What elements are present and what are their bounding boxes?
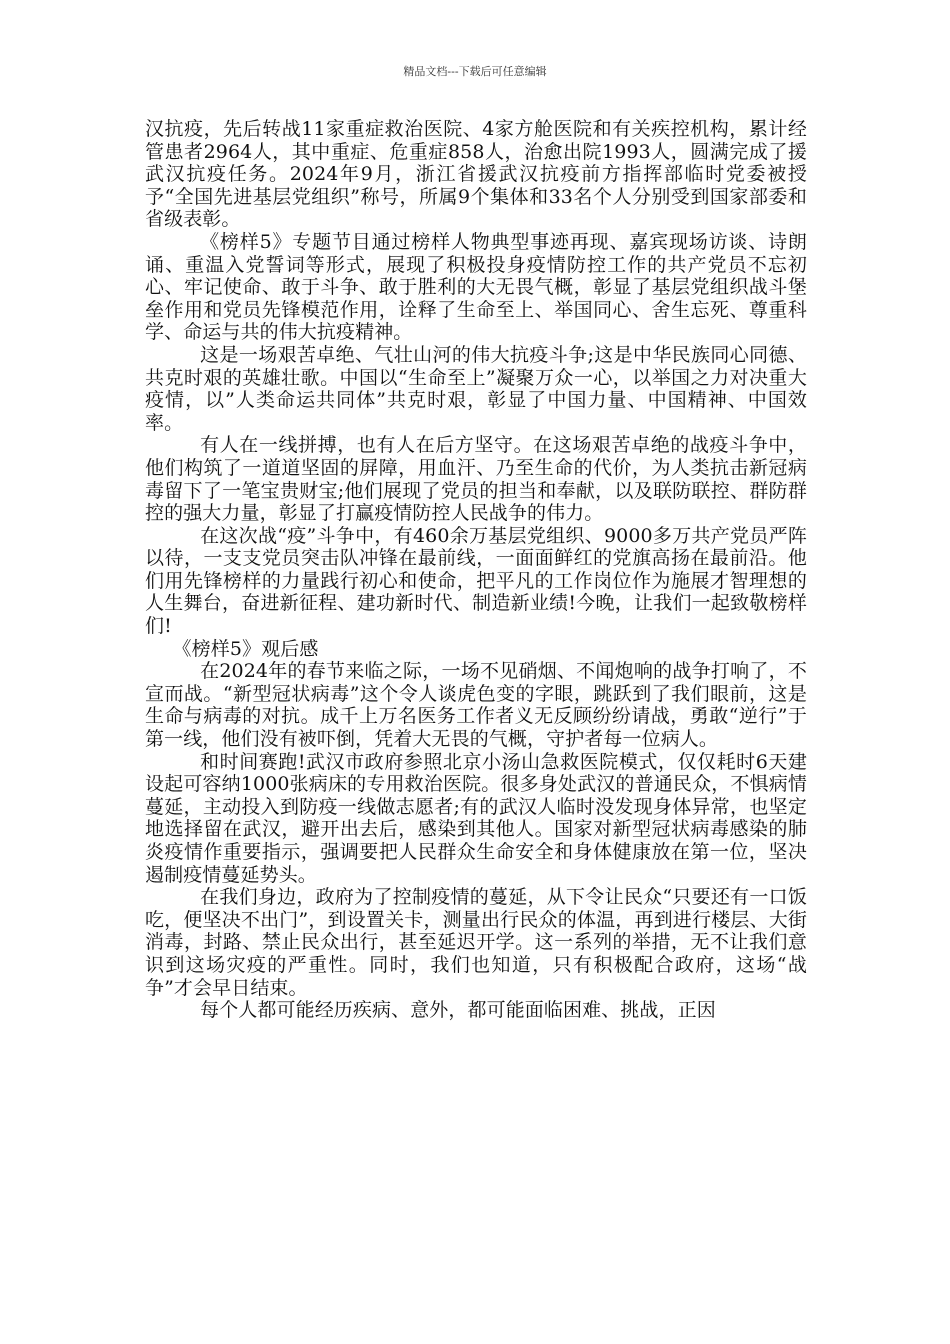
paragraph-6: 在2024年的春节来临之际，一场不见硝烟、不闻炮响的战争打响了，不宣而战。“新型冠状病毒”这个令人谈虎色变的字眼，跳跃到了我们眼前，这是生命与病毒的对抗。成千上万名医务工作者义无反顾纷纷请战，勇敢“逆行”于第一线，他们没有被吓倒，凭着大无畏的气概，守护者每一位病人。 bbox=[145, 660, 807, 751]
paragraph-9: 每个人都可能经历疾病、意外，都可能面临困难、挑战，正因 bbox=[200, 999, 716, 1022]
paragraph-4: 有人在一线拼搏，也有人在后方坚守。在这场艰苦卓绝的战疫斗争中，他们构筑了一道道坚固的屏障，用血汗、乃至生命的代价，为人类抗击新冠病毒留下了一笔宝贵财宝;他们展现了党员的担当和奉献，以及联防联控、群防群控的强大力量，彰显了打赢疫情防控人民战争的伟力。 bbox=[145, 434, 807, 525]
paragraph-1: 汉抗疫，先后转战11家重症救治医院、4家方舱医院和有关疾控机构，累计经管患者2964人，其中重症、危重症858人，治愈出院1993人，圆满完成了援武汉抗疫任务。2024年9月，浙江省援武汉抗疫前方指挥部临时党委被授予“全国先进基层党组织”称号，所属9个集体和33名个人分别受到国家部委和省级表彰。 bbox=[145, 118, 807, 231]
paragraph-7: 和时间赛跑!武汉市政府参照北京小汤山急救医院模式，仅仅耗时6天建设起可容纳1000张病床的专用救治医院。很多身处武汉的普通民众，不惧病情蔓延，主动投入到防疫一线做志愿者;有的武汉人临时没发现身体异常，也坚定地选择留在武汉，避开出去后，感染到其他人。国家对新型冠状病毒感染的肺炎疫情作重要指示，强调要把人民群众生命安全和身体健康放在第一位，坚决遏制疫情蔓延势头。 bbox=[145, 750, 807, 886]
paragraph-3: 这是一场艰苦卓绝、气壮山河的伟大抗疫斗争;这是中华民族同心同德、共克时艰的英雄壮歌。中国以“生命至上”凝聚万众一心，以举国之力对决重大疫情，以”人类命运共同体”共克时艰，彰显了中国力量、中国精神、中国效率。 bbox=[145, 343, 807, 434]
paragraph-5: 在这次战“疫”斗争中，有460余万基层党组织、9000多万共产党员严阵以待，一支支党员突击队冲锋在最前线，一面面鲜红的党旗高扬在最前沿。他们用先锋榜样的力量践行初心和使命，把平凡的工作岗位作为施展才智理想的人生舞台，奋进新征程、建功新时代、制造新业绩!今晚，让我们一起致敬榜样们! bbox=[145, 524, 807, 638]
paragraph-8: 在我们身边，政府为了控制疫情的蔓延，从下令让民众“只要还有一口饭吃，便坚决不出门”，到设置关卡，测量出行民众的体温，再到进行楼层、大街消毒，封路、禁止民众出行，甚至延迟开学。这一系列的举措，无不让我们意识到这场灾疫的严重性。同时，我们也知道，只有积极配合政府，这场“战争”才会早日结束。 bbox=[145, 886, 807, 999]
page-header: 精品文档---下载后可任意编辑 bbox=[403, 65, 547, 78]
document-body bbox=[145, 118, 807, 1022]
section-title: 《榜样5》观后感 bbox=[172, 637, 319, 660]
paragraph-2: 《榜样5》专题节目通过榜样人物典型事迹再现、嘉宾现场访谈、诗朗诵、重温入党誓词等形式，展现了积极投身疫情防控工作的共产党员不忘初心、牢记使命、敢于斗争、敢于胜利的大无畏气概，彰显了基层党组织战斗堡垒作用和党员先锋模范作用，诠释了生命至上、举国同心、舍生忘死、尊重科学、命运与共的伟大抗疫精神。 bbox=[145, 230, 807, 344]
